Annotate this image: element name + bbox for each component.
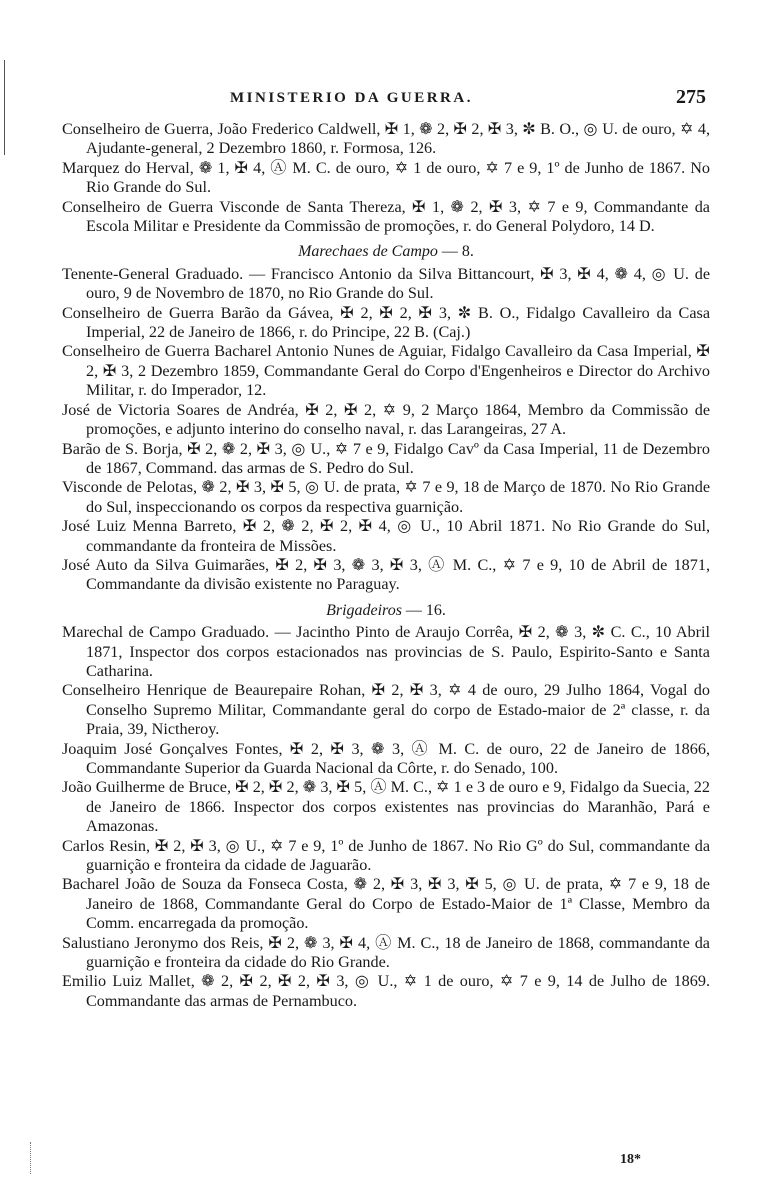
entry: Conselheiro de Guerra Visconde de Santa Thereza, ✠ 1, ❁ 2, ✠ 3, ✡ 7 e 9, Commandante da Escola Militar e Presidente da Commissão de promoções, r. do General Polydoro, 14 D. (62, 197, 710, 236)
entry: Emilio Luiz Mallet, ❁ 2, ✠ 2, ✠ 2, ✠ 3, ◎ U., ✡ 1 de ouro, ✡ 7 e 9, 14 de Julho de 1869. Commandante das armas de Pernambuco. (62, 972, 710, 1010)
entry: João Guilherme de Bruce, ✠ 2, ✠ 2, ❁ 3, ✠ 5, Ⓐ M. C., ✡ 1 e 3 de ouro e 9, Fidalgo da Suecia, 22 de Janeiro de 1866. Inspector dos corpos existentes nas provincias do Maranhão, Pará e Amazonas. (62, 778, 710, 836)
signature-mark: 18* (620, 1152, 641, 1167)
entry: José de Victoria Soares de Andréa, ✠ 2, ✠ 2, ✡ 9, 2 Março 1864, Membro da Commissão de promoções, e adjunto interino do conselho naval, r. das Larangeiras, 27 A. (62, 400, 710, 439)
entry: Bacharel João de Souza da Fonseca Costa, ❁ 2, ✠ 3, ✠ 3, ✠ 5, ◎ U. de prata, ✡ 7 e 9, 18 de Janeiro de 1868, Commandante Geral do Corpo de Estado-Maior de 1ª Classe, Membro da Comm. encarregada da promoção. (62, 875, 710, 933)
section-title: Brigadeiros (326, 601, 402, 619)
group2-list (62, 265, 710, 595)
entry: José Luiz Menna Barreto, ✠ 2, ❁ 2, ✠ 2, ✠ 4, ◎ U., 10 Abril 1871. No Rio Grande do Sul, commandante da fronteira de Missões. (62, 517, 710, 555)
entry: Conselheiro de Guerra Barão da Gávea, ✠ 2, ✠ 2, ✠ 3, ✼ B. O., Fidalgo Cavalleiro da Casa Imperial, 22 de Janeiro de 1866, r. do Principe, 22 B. (Caj.) (62, 303, 710, 342)
page (62, 86, 710, 1011)
group3-list (62, 623, 710, 1011)
section-heading-brigadeiros (62, 601, 710, 620)
entry: Conselheiro de Guerra, João Frederico Caldwell, ✠ 1, ❁ 2, ✠ 2, ✠ 3, ✼ B. O., ◎ U. de ouro, ✡ 4, Ajudante-general, 2 Dezembro 1860, r. Formosa, 126. (62, 120, 710, 158)
entry: Marechal de Campo Graduado. — Jacintho Pinto de Araujo Corrêa, ✠ 2, ❁ 3, ✼ C. C., 10 Abril 1871, Inspector dos corpos estacionados nas provincias de S. Paulo, Espirito-Santo e Santa Catharina. (62, 623, 710, 680)
entry: Visconde de Pelotas, ❁ 2, ✠ 3, ✠ 5, ◎ U. de prata, ✡ 7 e 9, 18 de Março de 1870. No Rio Grande do Sul, inspeccionando os corpos da respectiva guarnição. (62, 478, 710, 516)
entry: Joaquim José Gonçalves Fontes, ✠ 2, ✠ 3, ❁ 3, Ⓐ M. C. de ouro, 22 de Janeiro de 1866, Commandante Superior da Guarda Nacional da Côrte, r. do Senado, 100. (62, 739, 710, 777)
margin-binding-mark (4, 60, 5, 155)
entry: Marquez do Herval, ❁ 1, ✠ 4, Ⓐ M. C. de ouro, ✡ 1 de ouro, ✡ 7 e 9, 1º de Junho de 1867. No Rio Grande do Sul. (62, 158, 710, 197)
section-heading-marechaes (62, 242, 710, 261)
section-count: — 16. (405, 601, 446, 619)
group1-list (62, 120, 710, 236)
entry: Salustiano Jeronymo dos Reis, ✠ 2, ❁ 3, ✠ 4, Ⓐ M. C., 18 de Janeiro de 1868, commandante da guarnição e fronteira da cidade do Rio Grande. (62, 933, 710, 972)
page-number: 275 (676, 86, 706, 108)
entry: Tenente-General Graduado. — Francisco Antonio da Silva Bittancourt, ✠ 3, ✠ 4, ❁ 4, ◎ U. de ouro, 9 de Novembro de 1870, no Rio Grande do Sul. (62, 264, 710, 303)
margin-binding-mark-lower (30, 1142, 32, 1174)
section-count: — 8. (441, 243, 474, 261)
running-title: MINISTERIO DA GUERRA. (230, 90, 473, 106)
entry: Carlos Resin, ✠ 2, ✠ 3, ◎ U., ✡ 7 e 9, 1º de Junho de 1867. No Rio Gº do Sul, commandante da guarnição e fronteira da cidade de Jaguarão. (62, 836, 710, 875)
entry: José Auto da Silva Guimarães, ✠ 2, ✠ 3, ❁ 3, ✠ 3, Ⓐ M. C., ✡ 7 e 9, 10 de Abril de 1871, Commandante da divisão existente no Paraguay. (62, 555, 710, 594)
entry: Conselheiro Henrique de Beaurepaire Rohan, ✠ 2, ✠ 3, ✡ 4 de ouro, 29 Julho 1864, Vogal do Conselho Supremo Militar, Commandante geral do corpo de Estado-maior de 2ª classe, r. da Praia, 39, Nictheroy. (62, 681, 710, 739)
section-title: Marechaes de Campo (298, 243, 438, 261)
entry: Barão de S. Borja, ✠ 2, ❁ 2, ✠ 3, ◎ U., ✡ 7 e 9, Fidalgo Cavº da Casa Imperial, 11 de Dezembro de 1867, Command. das armas de S. Pedro do Sul. (62, 439, 710, 477)
running-header (62, 86, 710, 120)
entry: Conselheiro de Guerra Bacharel Antonio Nunes de Aguiar, Fidalgo Cavalleiro da Casa Imperial, ✠ 2, ✠ 3, 2 Dezembro 1859, Commandante Geral do Corpo d'Engenheiros e Director do Archivo Militar, r. do Imperador, 12. (62, 342, 710, 400)
